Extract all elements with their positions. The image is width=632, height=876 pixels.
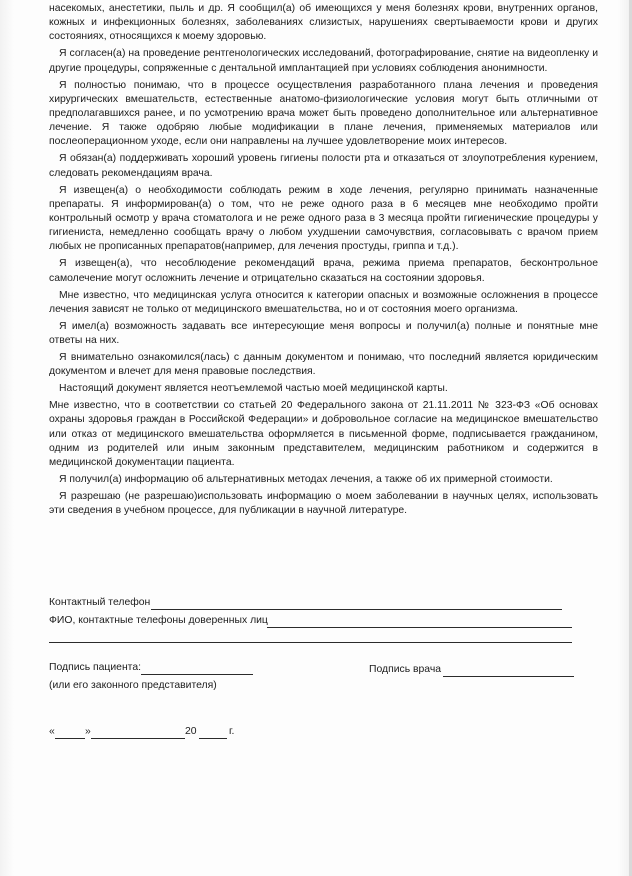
- paragraph-treatment-modifications: Я полностью понимаю, что в процессе осуществления разработанного плана лечения и проведения хирургических вмешательств, естественные анатомо-физиологические условия могут быть отличными от предполагавшихся ранее, и по усмотрению врача может быть проведено дополнительное или альтернативное лечение. Я также одобряю любые модификации в плане лечения, применяемых материалов или послеоперационном уходе, если они направлены на лучшее удовлетворение моих интересов.: [49, 79, 598, 148]
- paragraph-medical-record-part: Настоящий документ является неотъемлемой частью моей медицинской карты.: [59, 383, 448, 395]
- consent-body-text: [49, 2, 598, 521]
- date-open-quote: «: [49, 726, 55, 737]
- trusted-persons-label: ФИО, контактные телефоны доверенных лиц: [49, 615, 268, 626]
- date-month-field[interactable]: [91, 738, 185, 739]
- paragraph-health-disclosure: насекомых, анестетики, пыль и др. Я сообщил(а) об имеющихся у меня болезнях крови, внутренних органов, кожных и инфекционных болезнях, заболеваниях слизистых, нарушениях свертываемости крови и других состояниях, относящихся к моему здоровью.: [49, 3, 598, 43]
- date-day-field[interactable]: [55, 738, 85, 739]
- paragraph-questions-answered: Я имел(а) возможность задавать все интересующие меня вопросы и получил(а) полные и понятные мне ответы на них.: [49, 320, 598, 347]
- paragraph-research-permission: Я разрешаю (не разрешаю)использовать информацию о моем заболевании в научных целях, использовать эти сведения в учебном процессе, для публикации в научной литературе.: [49, 491, 598, 517]
- contact-phone-field[interactable]: [151, 609, 562, 610]
- paragraph-hygiene-obligation: Я обязан(а) поддерживать хороший уровень гигиены полости рта и отказаться от злоупотребления курением, следовать рекомендациям врача.: [49, 153, 598, 179]
- date-year-suffix: г.: [229, 726, 235, 737]
- paragraph-federal-law: Мне известно, что в соответствии со статьей 20 Федерального закона от 21.11.2011 № 323-ФЗ «Об основах охраны здоровья граждан в Российской Федерации» и добровольное согласие на медицинское вмешательство или отказ от медицинского вмешательства оформляется в письменной форме, подписывается гражданином, одним из родителей или иным законным представителем, медицинским работником и содержится в медицинской документации пациента.: [49, 400, 598, 469]
- doctor-signature-field[interactable]: [443, 676, 574, 677]
- doctor-signature-label: Подпись врача: [369, 664, 442, 675]
- date-year-field[interactable]: [199, 738, 227, 739]
- paragraph-alternatives-info: Я получил(а) информацию об альтернативных методах лечения, а также об их примерной стоимости.: [59, 474, 553, 486]
- contact-phone-label: Контактный телефон: [49, 597, 151, 608]
- patient-signature-field[interactable]: [141, 674, 253, 675]
- trusted-persons-field[interactable]: [267, 627, 572, 628]
- paragraph-regimen-checkups: Я извещен(а) о необходимости соблюдать режим в ходе лечения, регулярно принимать назначенные препараты. Я информирован(а) о том, что не реже одного раза в 6 месяцев мне необходимо пройти контрольный осмотр у врача стоматолога и не реже одного раза в 3 месяца пройти гигиенические процедуры у гигиениста, немедленно сообщать врачу о любом ухудшении самочувствия, согласовывать с врачом прием любых не прописанных препаратов(например, для лечения простуды, гриппа и т.д.).: [49, 184, 598, 253]
- date-close-quote: »: [85, 726, 91, 737]
- trusted-persons-extra-line[interactable]: [49, 642, 572, 643]
- paragraph-complications: Мне известно, что медицинская услуга относится к категории опасных и возможные осложнения в процессе лечения зависят не только от медицинского вмешательства, но и от состояния моего организма.: [49, 289, 598, 315]
- patient-signature-label: Подпись пациента:: [49, 662, 141, 673]
- paragraph-imaging-consent: Я согласен(а) на проведение рентгенологических исследований, фотографирование, снятие на видеопленку и другие процедуры, сопряженные с дентальной имплантацией при условиях соблюдения анонимности.: [49, 48, 598, 74]
- date-year-prefix: 20: [185, 726, 197, 737]
- paragraph-noncompliance-risk: Я извещен(а), что несоблюдение рекомендаций врача, режима приема препаратов, бесконтрольное самолечение могут осложнить лечение и отрицательно сказаться на состоянии здоровья.: [49, 258, 598, 284]
- representative-note: (или его законного представителя): [49, 680, 217, 691]
- paragraph-legal-document: Я внимательно ознакомился(лась) с данным документом и понимаю, что последний является юридическим документом и влечет для меня правовые последствия.: [49, 352, 598, 378]
